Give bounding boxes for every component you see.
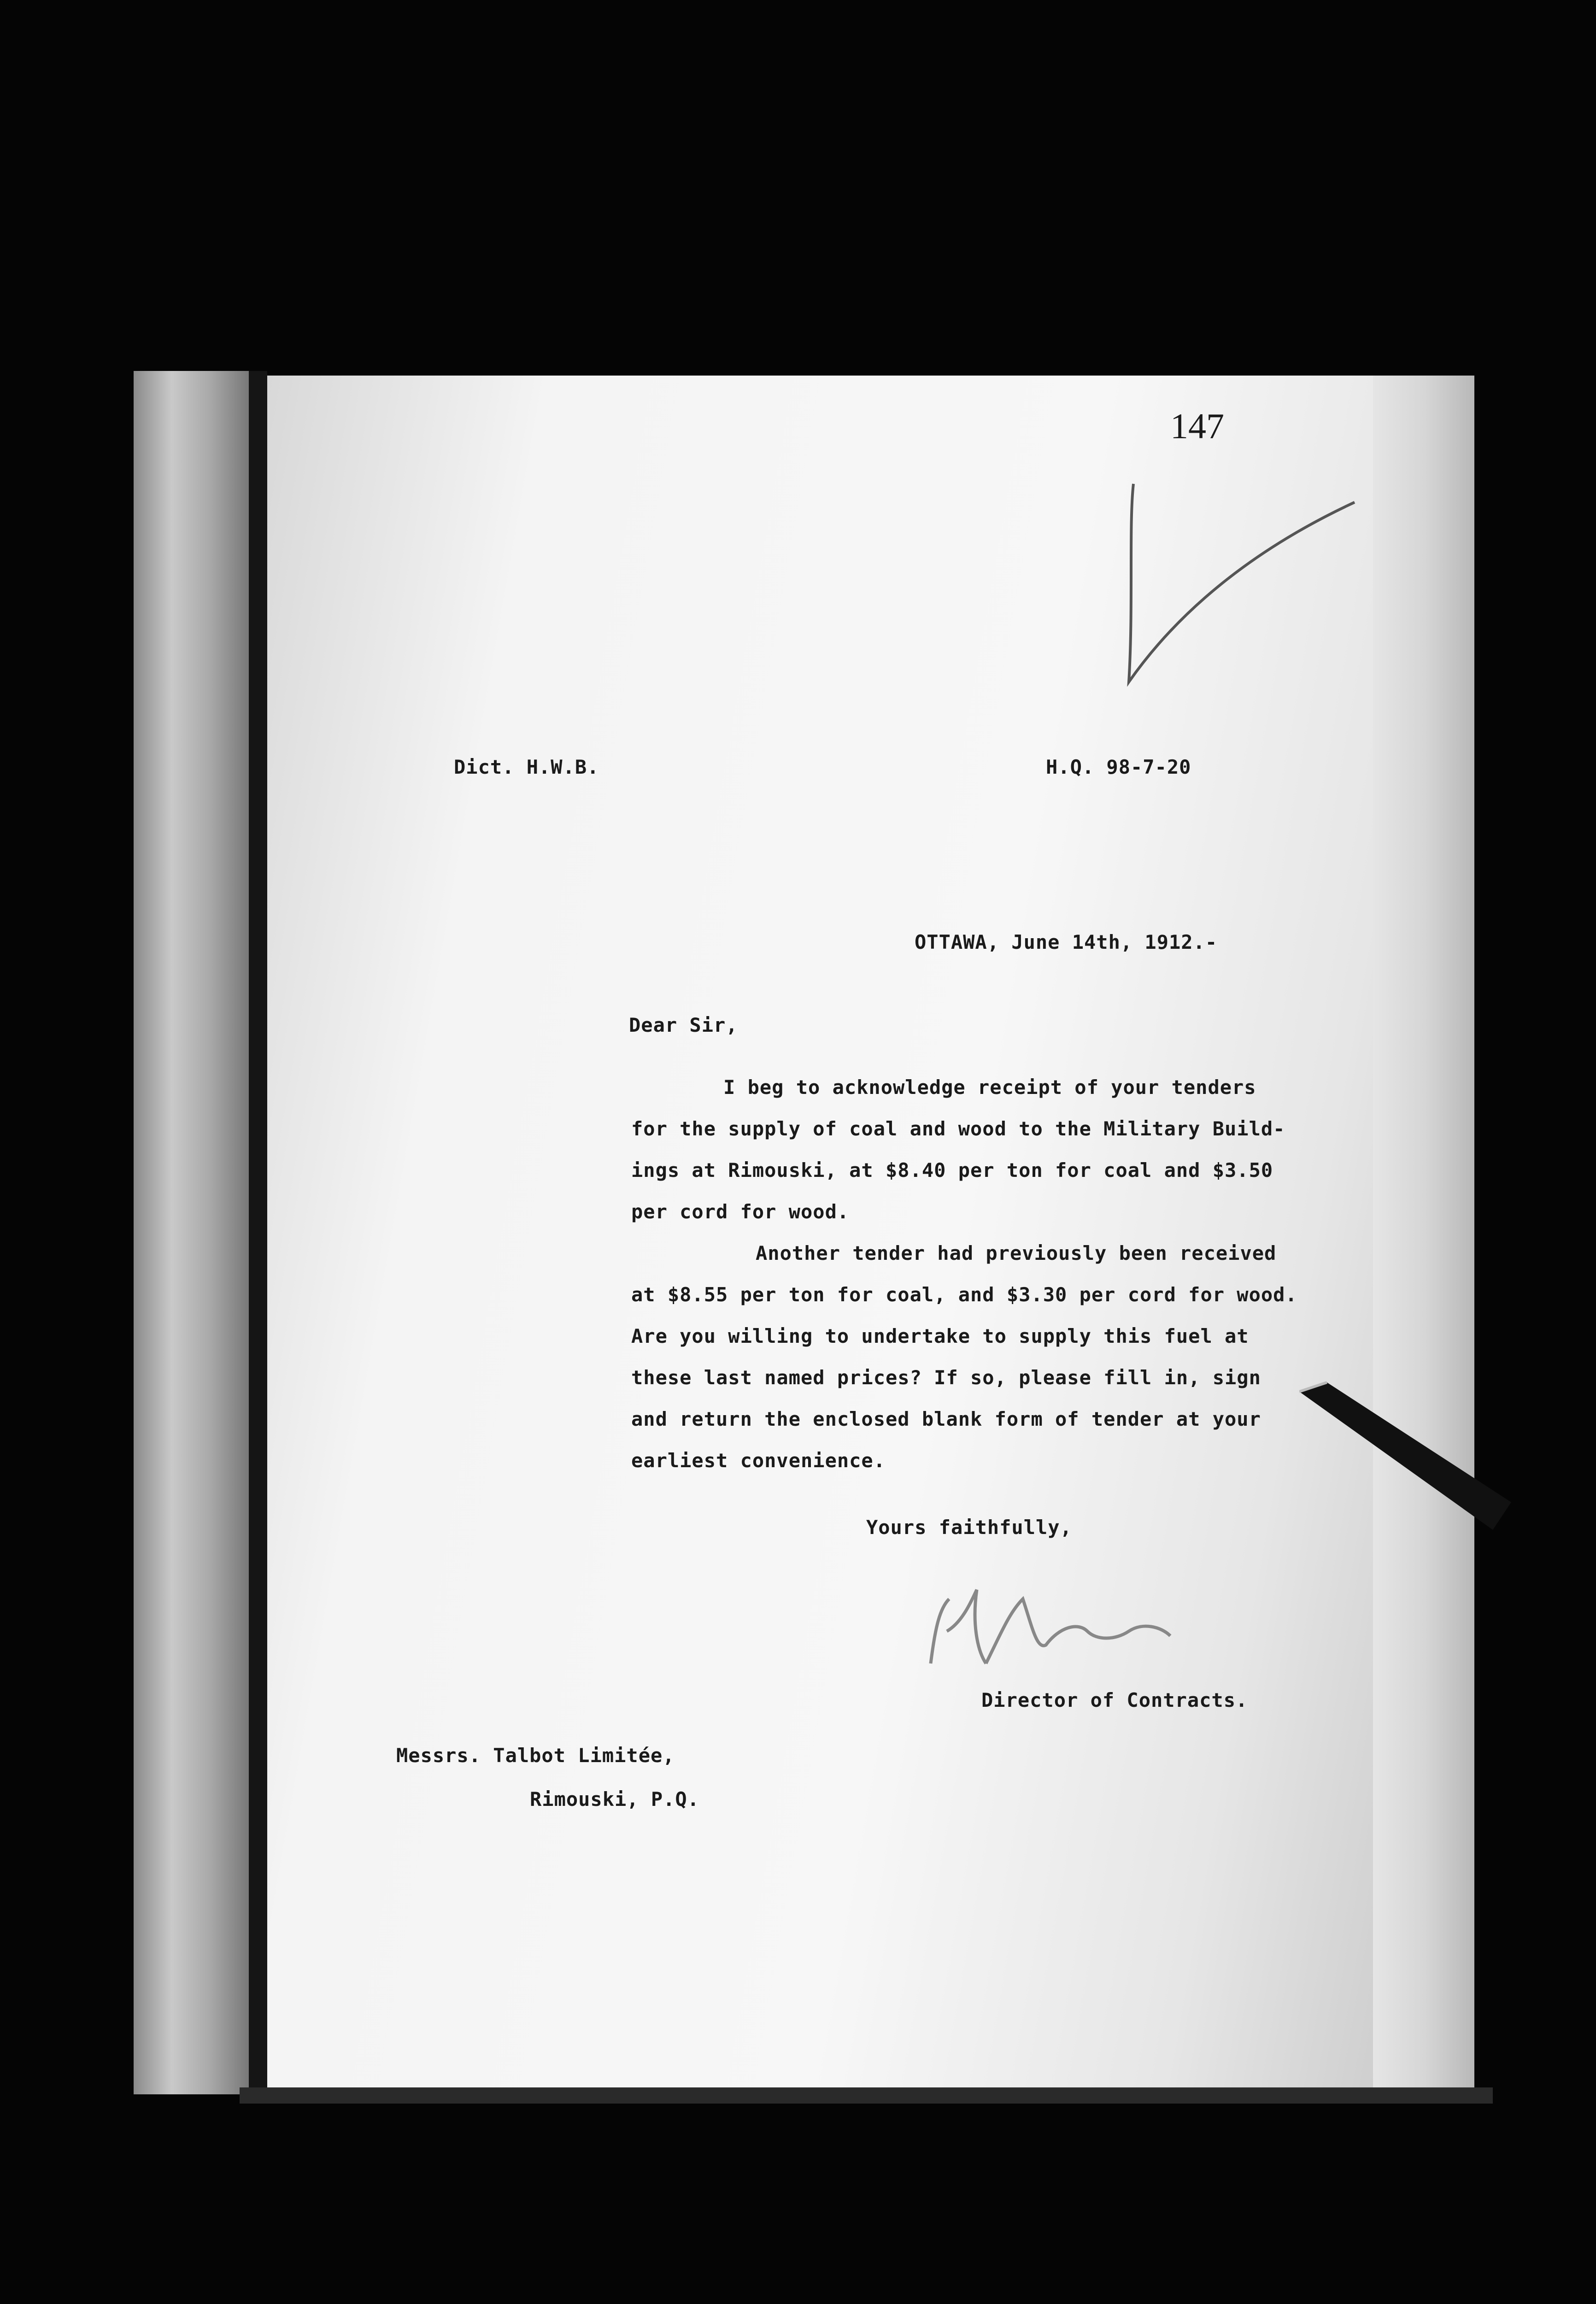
binding-edge xyxy=(249,371,267,2094)
place-date: OTTAWA, June 14th, 1912.- xyxy=(915,931,1218,953)
handwritten-signature xyxy=(921,1571,1179,1682)
addressee-place: Rimouski, P.Q. xyxy=(530,1788,700,1810)
body-line: for the supply of coal and wood to the Military Build- xyxy=(631,1117,1285,1140)
addressee-name: Messrs. Talbot Limitée, xyxy=(396,1744,675,1767)
closing: Yours faithfully, xyxy=(866,1516,1072,1539)
body-line: earliest convenience. xyxy=(631,1449,886,1472)
body-line: Are you willing to undertake to supply this fuel at xyxy=(631,1325,1249,1347)
page-bottom-edge xyxy=(240,2087,1493,2104)
body-line: these last named prices? If so, please fill in, sign xyxy=(631,1366,1261,1389)
pencil-tick-mark xyxy=(1124,470,1364,710)
body-line: and return the enclosed blank form of tender at your xyxy=(631,1408,1261,1430)
dictation-reference: Dict. H.W.B. xyxy=(454,756,599,778)
pen-pointer xyxy=(1299,1373,1511,1530)
file-reference: H.Q. 98-7-20 xyxy=(1046,756,1191,778)
folio-number: 147 xyxy=(1170,406,1224,446)
body-line: ings at Rimouski, at $8.40 per ton for coal and $3.50 xyxy=(631,1159,1273,1181)
salutation: Dear Sir, xyxy=(629,1014,738,1036)
body-line: per cord for wood. xyxy=(631,1200,850,1223)
binding-strip xyxy=(134,371,260,2094)
body-line: I beg to acknowledge receipt of your tenders xyxy=(723,1076,1256,1099)
body-line: Another tender had previously been received xyxy=(756,1242,1277,1264)
signature-title: Director of Contracts. xyxy=(981,1689,1248,1711)
body-line: at $8.55 per ton for coal, and $3.30 per cord for wood. xyxy=(631,1283,1297,1306)
